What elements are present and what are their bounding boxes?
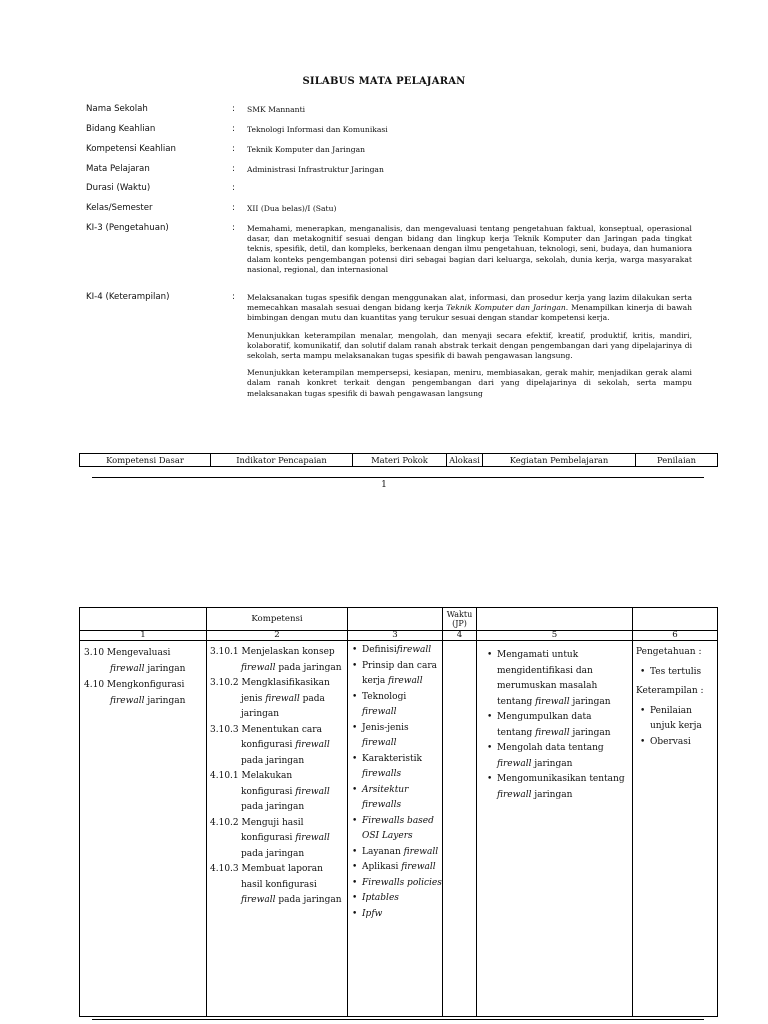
materi-item	[348, 845, 442, 861]
kd-item	[84, 645, 206, 677]
kegiatan-text: jaringan	[569, 696, 611, 707]
kegiatan-text: Mengamati untuk mengidentifikasi dan merumuskan masalah tentang	[497, 650, 598, 707]
info-colon: :	[232, 144, 235, 154]
penilaian-keterampilan-label: Keterampilan :	[636, 686, 704, 696]
indikator-item	[210, 676, 345, 723]
kegiatan-emphasis: firewall	[497, 758, 532, 769]
kegiatan-text: jaringan	[531, 789, 573, 800]
materi-text: Layanan	[362, 846, 404, 857]
header-kegiatan: Kegiatan Pembelajaran	[483, 454, 636, 467]
kegiatan-text: jaringan	[569, 727, 611, 738]
col-number: 6	[633, 631, 718, 641]
indikator-emphasis: firewall	[295, 833, 330, 843]
kegiatan-item	[483, 772, 628, 803]
materi-emphasis: Ipfw	[362, 908, 383, 919]
materi-item	[348, 814, 442, 845]
indikator-text: pada jaringan	[275, 895, 342, 905]
info-colon: :	[232, 223, 235, 233]
materi-item	[348, 643, 442, 659]
info-label: Durasi (Waktu)	[86, 183, 151, 193]
kegiatan-emphasis: firewall	[497, 789, 532, 800]
info-value: Teknologi Informasi dan Komunikasi	[247, 125, 388, 134]
info-colon: :	[232, 104, 235, 114]
penilaian-item: • Tes tertulis	[636, 665, 715, 681]
info-colon: :	[232, 164, 235, 174]
kegiatan-item	[483, 741, 628, 772]
info-value: XII (Dua belas)/I (Satu)	[247, 204, 337, 213]
materi-emphasis: firewalls	[362, 769, 402, 779]
kd-number: 4.10	[84, 680, 105, 690]
page-number: 1	[381, 480, 387, 490]
ki4-paragraph-1	[247, 293, 692, 324]
kegiatan-text: jaringan	[531, 758, 573, 769]
kd-number: 3.10	[84, 648, 105, 658]
info-label: Nama Sekolah	[86, 104, 148, 114]
materi-emphasis: firewall	[388, 676, 423, 686]
ki4-text: Menampilkan kinerja di bawah bimbingan dengan mutu dan kuantitas yang terukur sesuai dengan standar kompetensi kerja.	[247, 303, 692, 323]
kd-text: jaringan	[144, 696, 186, 706]
info-value: SMK Mannanti	[247, 105, 306, 114]
indikator-emphasis: firewall	[241, 662, 276, 673]
cell-alokasi-waktu	[443, 641, 477, 1017]
cell-kegiatan	[477, 641, 633, 1017]
indikator-text: pada jaringan	[241, 693, 325, 719]
kegiatan-item	[483, 710, 628, 741]
cell-kompetensi-dasar	[80, 641, 207, 1017]
materi-text: Prinsip dan cara kerja	[362, 660, 438, 686]
ki4-emphasis: Teknik Komputer dan Jaringan.	[446, 303, 569, 313]
indikator-emphasis: firewall	[265, 693, 300, 704]
materi-emphasis: firewall	[403, 846, 439, 857]
materi-text: Aplikasi	[362, 862, 402, 872]
header-blank	[477, 608, 633, 631]
materi-text: Definisi	[362, 645, 397, 655]
info-label: Kelas/Semester	[86, 203, 153, 213]
indikator-text: Membuat laporan hasil konfigurasi	[241, 864, 323, 890]
indikator-text: pada jaringan	[241, 848, 305, 859]
indikator-emphasis: firewall	[295, 740, 330, 750]
indikator-item	[210, 769, 345, 816]
indikator-text: Mengklasifikasikan jenis	[241, 678, 330, 704]
main-table-body-row	[80, 641, 718, 1017]
info-label: Kompetensi Keahlian	[86, 144, 176, 154]
materi-item	[348, 752, 442, 783]
kegiatan-text: Mengolah data tentang	[497, 743, 604, 753]
info-colon: :	[232, 124, 235, 134]
col-number: 5	[477, 631, 633, 641]
materi-emphasis: firewall	[401, 862, 436, 872]
materi-text: Jenis-jenis	[362, 722, 409, 733]
penilaian-pengetahuan-label: Pengetahuan :	[636, 647, 702, 657]
kegiatan-text: Mengumpulkan data tentang	[497, 712, 592, 738]
indikator-text: pada jaringan	[241, 802, 305, 812]
materi-item	[348, 783, 442, 814]
syllabus-main-table	[79, 607, 718, 1017]
indikator-number: 4.10.1	[210, 771, 239, 781]
info-value: Administrasi Infrastruktur Jaringan	[247, 165, 384, 174]
penilaian-item: • Penilaian unjuk kerja	[636, 704, 715, 735]
kegiatan-emphasis: firewall	[535, 696, 570, 707]
indikator-number: 4.10.2	[210, 817, 239, 828]
info-label: KI-4 (Keterampilan)	[86, 292, 170, 302]
header-waktu: Waktu (JP)	[443, 608, 477, 631]
materi-emphasis: Firewalls based OSI Layers	[362, 815, 434, 841]
page-footer-rule	[92, 477, 704, 478]
indikator-number: 3.10.2	[210, 678, 239, 688]
materi-emphasis: Arsitektur firewalls	[362, 784, 409, 810]
materi-item	[348, 690, 442, 721]
indikator-number: 4.10.3	[210, 864, 239, 874]
info-label: Mata Pelajaran	[86, 164, 150, 174]
indikator-text: pada jaringan	[241, 755, 305, 766]
cell-penilaian	[633, 641, 718, 1017]
header-blank	[633, 608, 718, 631]
header-penilaian: Penilaian	[636, 454, 718, 467]
indikator-item	[210, 723, 345, 770]
col-number: 1	[80, 631, 207, 641]
kegiatan-text: Mengomunikasikan tentang	[497, 774, 625, 784]
header-blank	[80, 608, 207, 631]
materi-item	[348, 907, 442, 923]
kegiatan-item	[483, 648, 628, 710]
materi-item	[348, 876, 442, 892]
header-alokasi: Alokasi	[447, 454, 483, 467]
indikator-item	[210, 816, 345, 863]
indikator-item	[210, 645, 345, 676]
materi-emphasis: Iptables	[362, 893, 399, 903]
info-value-ki4	[247, 293, 692, 406]
info-colon: :	[232, 292, 235, 302]
header-kompetensi: Kompetensi	[207, 608, 348, 631]
info-colon: :	[232, 183, 235, 193]
header-blank	[348, 608, 443, 631]
penilaian-item: • Obervasi	[636, 735, 715, 751]
document-title: SILABUS MATA PELAJARAN	[302, 76, 466, 87]
page-footer-rule	[92, 1019, 704, 1020]
indikator-item	[210, 862, 345, 909]
indikator-text: Menentukan cara konfigurasi	[241, 724, 322, 750]
materi-text: Karakteristik	[362, 753, 422, 764]
materi-item	[348, 721, 442, 752]
materi-emphasis: Firewalls policies	[362, 877, 442, 888]
ki4-paragraph-3: Menunjukkan keterampilan mempersepsi, kesiapan, meniru, membiasakan, gerak mahir, menjadikan gerak alami dalam ranah konkret terkait dengan pengembangan dari yang dipelajarinya di sekolah, serta mampu melaksanakan tugas spesifik di bawah pengawasan langsung	[247, 368, 692, 398]
syllabus-header-table	[79, 453, 718, 467]
kd-text: jaringan	[144, 664, 186, 674]
cell-materi-pokok	[348, 641, 443, 1017]
materi-emphasis: firewall	[362, 707, 397, 717]
main-table-header-row	[80, 608, 718, 631]
ki4-text: Melaksanakan tugas spesifik dengan menggunakan alat, informasi, dan prosedur kerja yang lazim dilakukan serta memecahkan masalah sesuai dengan bidang kerja	[247, 293, 692, 313]
header-indikator: Indikator Pencapaian	[211, 454, 353, 467]
header-materi-pokok: Materi Pokok	[353, 454, 447, 467]
col-number: 4	[443, 631, 477, 641]
info-colon: :	[232, 203, 235, 213]
kegiatan-emphasis: firewall	[535, 727, 570, 738]
cell-indikator	[207, 641, 348, 1017]
indikator-text: Menjelaskan konsep	[241, 647, 335, 657]
kd-emphasis: firewall	[110, 696, 145, 706]
materi-text: Teknologi	[362, 691, 407, 702]
indikator-emphasis: firewall	[295, 786, 330, 797]
kd-text: Mengkonfigurasi	[106, 680, 185, 690]
materi-item	[348, 891, 442, 907]
materi-emphasis: firewall	[396, 645, 432, 655]
indikator-number: 3.10.3	[210, 724, 239, 735]
indikator-emphasis: firewall	[241, 895, 276, 905]
info-label: Bidang Keahlian	[86, 124, 156, 134]
indikator-number: 3.10.1	[210, 647, 239, 657]
kd-text: Mengevaluasi	[106, 648, 171, 658]
header-kompetensi-dasar: Kompetensi Dasar	[80, 454, 211, 467]
indikator-text: Menguji hasil konfigurasi	[241, 817, 304, 843]
ki4-paragraph-2: Menunjukkan keterampilan menalar, mengolah, dan menyaji secara efektif, kreatif, produktif, kritis, mandiri, kolaboratif, komunikatif, dan solutif dalam ranah abstrak terkait dengan pengembangan dari yang dipelajarinya di sekolah, serta mampu melaksanakan tugas spesifik di bawah pengawasan langsung.	[247, 330, 692, 361]
materi-item	[348, 860, 442, 876]
info-label: KI-3 (Pengetahuan)	[86, 223, 169, 233]
materi-emphasis: firewall	[362, 738, 397, 748]
indikator-text: Melakukan konfigurasi	[241, 771, 296, 797]
col-number: 3	[348, 631, 443, 641]
main-table-number-row	[80, 631, 718, 641]
kd-emphasis: firewall	[110, 664, 145, 674]
info-value-ki3: Memahami, menerapkan, menganalisis, dan mengevaluasi tentang pengetahuan faktual, konseptual, operasional dasar, dan metakognitif sesuai dengan bidang dan lingkup kerja Teknik Komputer dan Jaringan pada tingkat teknis, spesifik, detil, dan kompleks, berkenaan dengan ilmu pengetahuan, teknologi, seni, budaya, dan humaniora dalam konteks pengembangan potensi diri sebagai bagian dari keluarga, sekolah, dunia kerja, warga masyarakat nasional, regional, dan internasional	[247, 224, 692, 274]
indikator-text: pada jaringan	[275, 662, 342, 673]
materi-item	[348, 659, 442, 690]
col-number: 2	[207, 631, 348, 641]
info-value: Teknik Komputer dan Jaringan	[247, 145, 365, 154]
kd-item	[84, 677, 206, 709]
